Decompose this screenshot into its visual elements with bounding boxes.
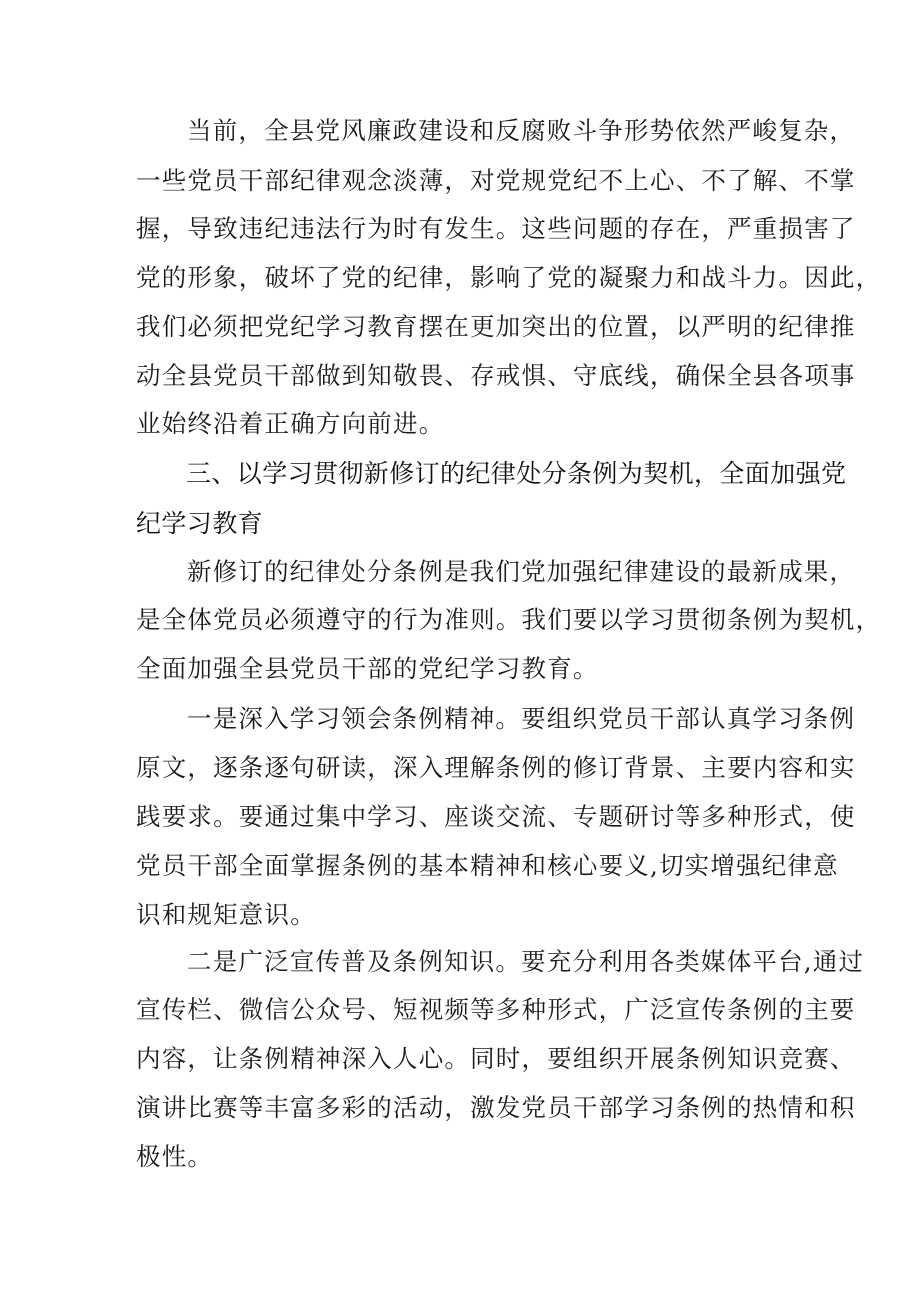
paragraph-line: 是全体党员必须遵守的行为准则。我们要以学习贯彻条例为契机， <box>136 605 882 634</box>
paragraph-line: 内容，让条例精神深入人心。同时，要组织开展条例知识竞赛、 <box>136 1044 856 1073</box>
paragraph-line: 党的形象，破坏了党的纪律，影响了党的凝聚力和战斗力。因此， <box>136 263 882 292</box>
paragraph-line: 一是深入学习领会条例精神。要组织党员干部认真学习条例 <box>187 704 856 733</box>
paragraph-line: 一些党员干部纪律观念淡薄，对党规党纪不上心、不了解、不掌 <box>136 166 856 195</box>
paragraph-line: 极性。 <box>136 1142 214 1171</box>
paragraph-line: 业始终沿着正确方向前进。 <box>136 409 445 438</box>
heading-line: 纪学习教育 <box>136 509 264 538</box>
paragraph-line: 全面加强全县党员干部的党纪学习教育。 <box>136 654 599 683</box>
paragraph-line: 握，导致违纪违法行为时有发生。这些问题的存在，严重损害了 <box>136 214 856 243</box>
paragraph-line: 践要求。要通过集中学习、座谈交流、专题研讨等多种形式，使 <box>136 802 856 831</box>
paragraph-line: 识和规矩意识。 <box>136 900 316 929</box>
paragraph-line: 二是广泛宣传普及条例知识。要充分利用各类媒体平台,通过 <box>187 947 865 976</box>
heading-line: 三、以学习贯彻新修订的纪律处分条例为契机，全面加强党 <box>186 459 847 488</box>
paragraph-line: 原文，逐条逐句研读，深入理解条例的修订背景、主要内容和实 <box>136 753 856 782</box>
paragraph-line: 演讲比赛等丰富多彩的活动，激发党员干部学习条例的热情和积 <box>136 1093 856 1122</box>
paragraph-line: 动全县党员干部做到知敬畏、存戒惧、守底线，确保全县各项事 <box>136 361 856 390</box>
paragraph-line: 我们必须把党纪学习教育摆在更加突出的位置，以严明的纪律推 <box>136 312 856 341</box>
paragraph-line: 党员干部全面掌握条例的基本精神和核心要义,切实增强纪律意 <box>136 851 839 880</box>
paragraph-line: 当前，全县党风廉政建设和反腐败斗争形势依然严峻复杂， <box>187 116 856 145</box>
paragraph-line: 新修订的纪律处分条例是我们党加强纪律建设的最新成果， <box>187 557 856 586</box>
paragraph-line: 宣传栏、微信公众号、短视频等多种形式，广泛宣传条例的主要 <box>136 995 856 1024</box>
